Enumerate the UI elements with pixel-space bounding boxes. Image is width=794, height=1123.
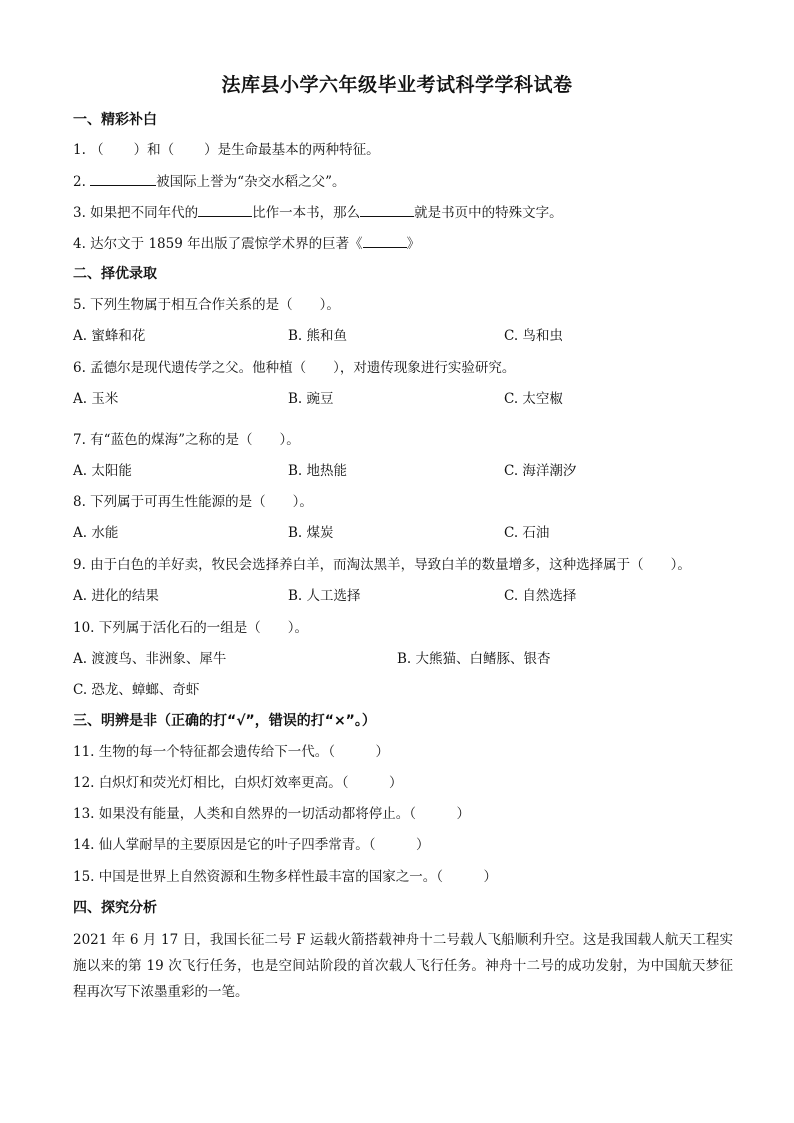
question-4-text-a: 4. 达尔文于 1859 年出版了震惊学术界的巨著《 [73, 236, 363, 252]
question-5-option-a[interactable]: A. 蜜蜂和花 [73, 328, 146, 344]
question-7-option-c[interactable]: C. 海洋潮汐 [504, 463, 577, 479]
section-heading-judge: 三、明辨是非（正确的打“√”，错误的打“×”。） [73, 713, 376, 729]
question-5-option-b[interactable]: B. 熊和鱼 [288, 328, 348, 344]
question-9-stem: 9. 由于白色的羊好卖，牧民会选择养白羊，而淘汰黑羊，导致白羊的数量增多，这种选择属于（ ）。 [73, 557, 691, 573]
question-4 [73, 234, 420, 253]
question-11: 11. 生物的每一个特征都会遗传给下一代。（ ） [73, 744, 390, 760]
question-1-text-b: ）和（ [133, 142, 175, 158]
question-2 [73, 172, 345, 191]
question-3 [73, 203, 563, 222]
question-5-option-c[interactable]: C. 鸟和虫 [504, 328, 563, 344]
question-1 [73, 141, 380, 159]
question-7-option-a[interactable]: A. 太阳能 [73, 463, 132, 479]
question-4-text-b: 》 [406, 236, 421, 252]
question-8-option-b[interactable]: B. 煤炭 [288, 525, 334, 541]
answer-blank[interactable] [363, 234, 407, 248]
question-10-option-b[interactable]: B. 大熊猫、白鳍豚、银杏 [397, 651, 551, 667]
question-9-option-a[interactable]: A. 进化的结果 [73, 588, 159, 604]
question-10-option-c[interactable]: C. 恐龙、蟑螂、奇虾 [73, 682, 200, 698]
question-1-text-c: ）是生命最基本的两种特征。 [204, 142, 380, 158]
question-13: 13. 如果没有能量，人类和自然界的一切活动都将停止。（ ） [73, 806, 471, 822]
question-3-text-c: 就是书页中的特殊文字。 [414, 205, 563, 221]
section-heading-fill: 一、精彩补白 [73, 112, 157, 128]
question-6-option-a[interactable]: A. 玉米 [73, 391, 119, 407]
question-8-option-c[interactable]: C. 石油 [504, 525, 550, 541]
answer-blank[interactable] [198, 203, 252, 217]
section-heading-choice: 二、择优录取 [73, 266, 157, 282]
answer-blank[interactable] [360, 203, 414, 217]
analysis-paragraph: 2021 年 6 月 17 日，我国长征二号 F 运载火箭搭载神舟十二号载人飞船顺利升空。这是我国载人航天工程实施以来的第 19 次飞行任务，也是空间站阶段的首次载人飞行任务。神舟十二号的成功发射，为中国航天梦征程再次写下浓墨重彩的一笔。 [73, 932, 733, 1000]
question-5-stem: 5. 下列生物属于相互合作关系的是（ ）。 [73, 297, 340, 313]
question-8-option-a[interactable]: A. 水能 [73, 525, 119, 541]
question-8-stem: 8. 下列属于可再生性能源的是（ ）。 [73, 494, 313, 510]
question-12: 12. 白炽灯和荧光灯相比，白炽灯效率更高。（ ） [73, 775, 403, 791]
question-6-stem: 6. 孟德尔是现代遗传学之父。他种植（ ），对遗传现象进行实验研究。 [73, 360, 516, 376]
question-10-stem: 10. 下列属于活化石的一组是（ ）。 [73, 620, 309, 636]
question-6-option-b[interactable]: B. 豌豆 [288, 391, 334, 407]
question-3-text-b: 比作一本书，那么 [252, 205, 361, 221]
question-7-option-b[interactable]: B. 地热能 [288, 463, 348, 479]
question-6-option-c[interactable]: C. 太空椒 [504, 391, 563, 407]
question-2-text-a: 2. [73, 174, 91, 190]
answer-blank[interactable] [90, 172, 156, 186]
question-1-text-a: 1. （ [73, 142, 104, 158]
question-2-text-b: 被国际上誉为“杂交水稻之父”。 [156, 174, 346, 190]
question-10-option-a[interactable]: A. 渡渡鸟、非洲象、犀牛 [73, 651, 227, 667]
section-heading-analysis: 四、探究分析 [73, 900, 157, 916]
question-14: 14. 仙人掌耐旱的主要原因是它的叶子四季常青。（ ） [73, 837, 430, 853]
exam-title: 法库县小学六年级毕业考试科学学科试卷 [221, 74, 573, 96]
question-9-option-b[interactable]: B. 人工选择 [288, 588, 361, 604]
question-7-stem: 7. 有“蓝色的煤海”之称的是（ ）。 [73, 432, 300, 448]
question-9-option-c[interactable]: C. 自然选择 [504, 588, 577, 604]
question-15: 15. 中国是世界上自然资源和生物多样性最丰富的国家之一。（ ） [73, 869, 498, 885]
question-3-text-a: 3. 如果把不同年代的 [73, 205, 199, 221]
